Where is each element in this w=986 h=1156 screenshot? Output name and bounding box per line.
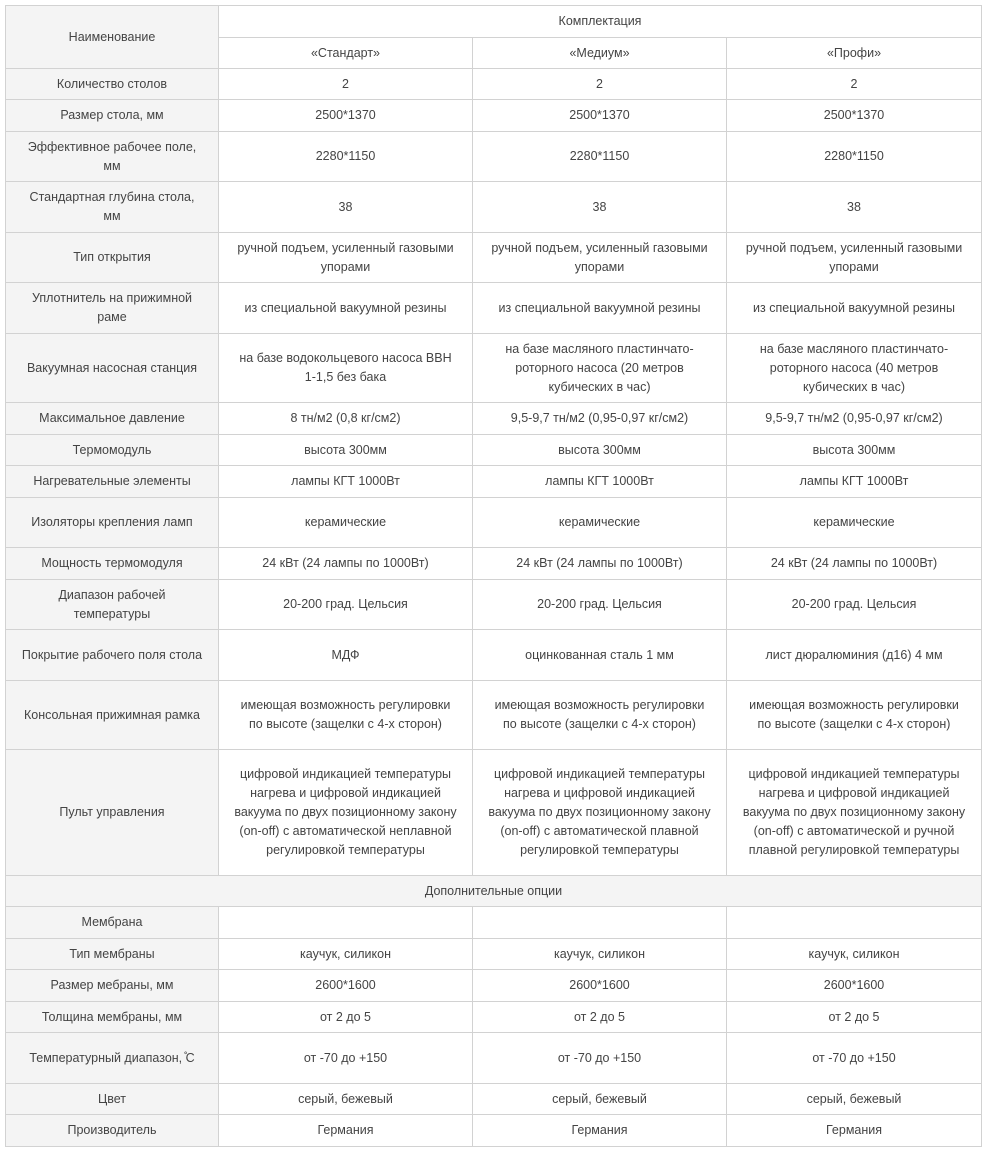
row-value-cell: оцинкованная сталь 1 мм: [473, 630, 727, 681]
header-column-profi: «Профи»: [727, 38, 982, 69]
row-value-cell: 38: [473, 182, 727, 233]
table-row: [6, 939, 982, 970]
table-row: [6, 132, 982, 182]
row-value-cell: от 2 до 5: [219, 1002, 473, 1033]
row-value-cell: 2280*1150: [473, 132, 727, 182]
row-name-cell: Размер стола, мм: [6, 100, 219, 132]
row-value-cell: серый, бежевый: [727, 1084, 982, 1115]
row-value-cell: керамические: [219, 498, 473, 548]
row-value-cell: имеющая возможность регулировки по высоте (защелки с 4-х сторон): [473, 681, 727, 750]
row-value-cell: Германия: [727, 1115, 982, 1147]
row-value-cell: каучук, силикон: [473, 939, 727, 970]
row-value-cell: из специальной вакуумной резины: [473, 283, 727, 334]
table-row: [6, 403, 982, 435]
row-name-cell: Пульт управления: [6, 750, 219, 876]
row-value-cell: от -70 до +150: [219, 1033, 473, 1084]
row-value-cell: цифровой индикацией температуры нагрева и цифровой индикацией вакуума по двух позиционному закону (on-off) с автоматической неплавной регулировкой температуры: [219, 750, 473, 876]
row-value-cell: 2: [219, 69, 473, 100]
row-value-cell: [219, 907, 473, 939]
row-value-cell: 2: [473, 69, 727, 100]
row-name-cell: Стандартная глубина стола, мм: [6, 182, 219, 233]
table-row: [6, 1033, 982, 1084]
header-group-cell: Комплектация: [219, 6, 982, 38]
header-row-group: [6, 6, 982, 38]
table-row: [6, 681, 982, 750]
row-value-cell: керамические: [473, 498, 727, 548]
row-value-cell: лампы КГТ 1000Вт: [219, 466, 473, 498]
row-value-cell: на базе масляного пластинчато-роторного насоса (20 метров кубических в час): [473, 334, 727, 403]
row-value-cell: 9,5-9,7 тн/м2 (0,95-0,97 кг/см2): [727, 403, 982, 435]
header-name-cell: Наименование: [6, 6, 219, 69]
row-name-cell: Консольная прижимная рамка: [6, 681, 219, 750]
row-name-cell: Размер мебраны, мм: [6, 970, 219, 1002]
row-value-cell: МДФ: [219, 630, 473, 681]
table-row: [6, 1002, 982, 1033]
row-name-cell: Тип мембраны: [6, 939, 219, 970]
row-value-cell: 38: [727, 182, 982, 233]
row-value-cell: ручной подъем, усиленный газовыми упорами: [727, 233, 982, 283]
row-name-cell: Уплотнитель на прижимной раме: [6, 283, 219, 334]
table-row: [6, 69, 982, 100]
row-name-cell: Толщина мембраны, мм: [6, 1002, 219, 1033]
row-value-cell: высота 300мм: [473, 435, 727, 466]
row-value-cell: 2600*1600: [219, 970, 473, 1002]
table-row: [6, 435, 982, 466]
row-value-cell: 24 кВт (24 лампы по 1000Вт): [727, 548, 982, 580]
row-value-cell: 8 тн/м2 (0,8 кг/см2): [219, 403, 473, 435]
table-row: [6, 498, 982, 548]
header-column-medium: «Медиум»: [473, 38, 727, 69]
row-name-cell: Термомодуль: [6, 435, 219, 466]
table-row: [6, 334, 982, 403]
row-value-cell: 2500*1370: [219, 100, 473, 132]
row-name-cell: Нагревательные элементы: [6, 466, 219, 498]
row-value-cell: от -70 до +150: [727, 1033, 982, 1084]
row-value-cell: серый, бежевый: [219, 1084, 473, 1115]
row-value-cell: имеющая возможность регулировки по высоте (защелки с 4-х сторон): [727, 681, 982, 750]
table-row: [6, 233, 982, 283]
row-name-cell: Производитель: [6, 1115, 219, 1147]
table-row: [6, 100, 982, 132]
row-name-cell: Тип открытия: [6, 233, 219, 283]
table-row: [6, 750, 982, 876]
row-value-cell: высота 300мм: [727, 435, 982, 466]
row-value-cell: 2500*1370: [473, 100, 727, 132]
table-row: [6, 283, 982, 334]
row-value-cell: 9,5-9,7 тн/м2 (0,95-0,97 кг/см2): [473, 403, 727, 435]
row-value-cell: 20-200 град. Цельсия: [219, 580, 473, 630]
row-name-cell: Диапазон рабочей температуры: [6, 580, 219, 630]
table-row: [6, 182, 982, 233]
row-value-cell: 2600*1600: [727, 970, 982, 1002]
row-value-cell: цифровой индикацией температуры нагрева и цифровой индикацией вакуума по двух позиционному закону (on-off) с автоматической плавной регулировкой температуры: [473, 750, 727, 876]
row-value-cell: лампы КГТ 1000Вт: [727, 466, 982, 498]
table-row: [6, 907, 982, 939]
row-name-cell: Температурный диапазон, ̊С: [6, 1033, 219, 1084]
row-name-cell: Вакуумная насосная станция: [6, 334, 219, 403]
row-name-cell: Мембрана: [6, 907, 219, 939]
row-value-cell: каучук, силикон: [727, 939, 982, 970]
row-value-cell: 20-200 град. Цельсия: [473, 580, 727, 630]
row-name-cell: Максимальное давление: [6, 403, 219, 435]
row-value-cell: 24 кВт (24 лампы по 1000Вт): [219, 548, 473, 580]
table-row: [6, 630, 982, 681]
row-value-cell: ручной подъем, усиленный газовыми упорами: [219, 233, 473, 283]
row-value-cell: на базе масляного пластинчато-роторного насоса (40 метров кубических в час): [727, 334, 982, 403]
row-name-cell: Мощность термомодуля: [6, 548, 219, 580]
section-title: Дополнительные опции: [6, 876, 982, 907]
table-row: [6, 970, 982, 1002]
row-value-cell: лист дюралюминия (д16) 4 мм: [727, 630, 982, 681]
row-value-cell: цифровой индикацией температуры нагрева и цифровой индикацией вакуума по двух позиционному закону (on-off) с автоматической и ручной плавной регулировкой температуры: [727, 750, 982, 876]
row-name-cell: Цвет: [6, 1084, 219, 1115]
row-value-cell: от 2 до 5: [727, 1002, 982, 1033]
row-value-cell: [727, 907, 982, 939]
table-row: [6, 1084, 982, 1115]
row-value-cell: серый, бежевый: [473, 1084, 727, 1115]
row-value-cell: Германия: [219, 1115, 473, 1147]
row-name-cell: Изоляторы крепления ламп: [6, 498, 219, 548]
row-value-cell: 2: [727, 69, 982, 100]
row-value-cell: на базе водокольцевого насоса ВВН 1-1,5 без бака: [219, 334, 473, 403]
row-value-cell: из специальной вакуумной резины: [219, 283, 473, 334]
row-name-cell: Покрытие рабочего поля стола: [6, 630, 219, 681]
row-value-cell: [473, 907, 727, 939]
table-row: [6, 548, 982, 580]
table-row: [6, 466, 982, 498]
row-value-cell: 2280*1150: [219, 132, 473, 182]
table-row: [6, 580, 982, 630]
row-value-cell: лампы КГТ 1000Вт: [473, 466, 727, 498]
row-value-cell: каучук, силикон: [219, 939, 473, 970]
row-value-cell: 2600*1600: [473, 970, 727, 1002]
row-value-cell: высота 300мм: [219, 435, 473, 466]
row-value-cell: ручной подъем, усиленный газовыми упорами: [473, 233, 727, 283]
row-name-cell: Количество столов: [6, 69, 219, 100]
table-row: [6, 1115, 982, 1147]
row-value-cell: от -70 до +150: [473, 1033, 727, 1084]
row-value-cell: 24 кВт (24 лампы по 1000Вт): [473, 548, 727, 580]
row-value-cell: Германия: [473, 1115, 727, 1147]
row-value-cell: из специальной вакуумной резины: [727, 283, 982, 334]
section-row: [6, 876, 982, 907]
row-name-cell: Эффективное рабочее поле, мм: [6, 132, 219, 182]
row-value-cell: имеющая возможность регулировки по высоте (защелки с 4-х сторон): [219, 681, 473, 750]
row-value-cell: 2280*1150: [727, 132, 982, 182]
row-value-cell: 2500*1370: [727, 100, 982, 132]
row-value-cell: керамические: [727, 498, 982, 548]
row-value-cell: 38: [219, 182, 473, 233]
row-value-cell: 20-200 град. Цельсия: [727, 580, 982, 630]
row-value-cell: от 2 до 5: [473, 1002, 727, 1033]
specs-table: [5, 5, 982, 1147]
header-column-standard: «Стандарт»: [219, 38, 473, 69]
